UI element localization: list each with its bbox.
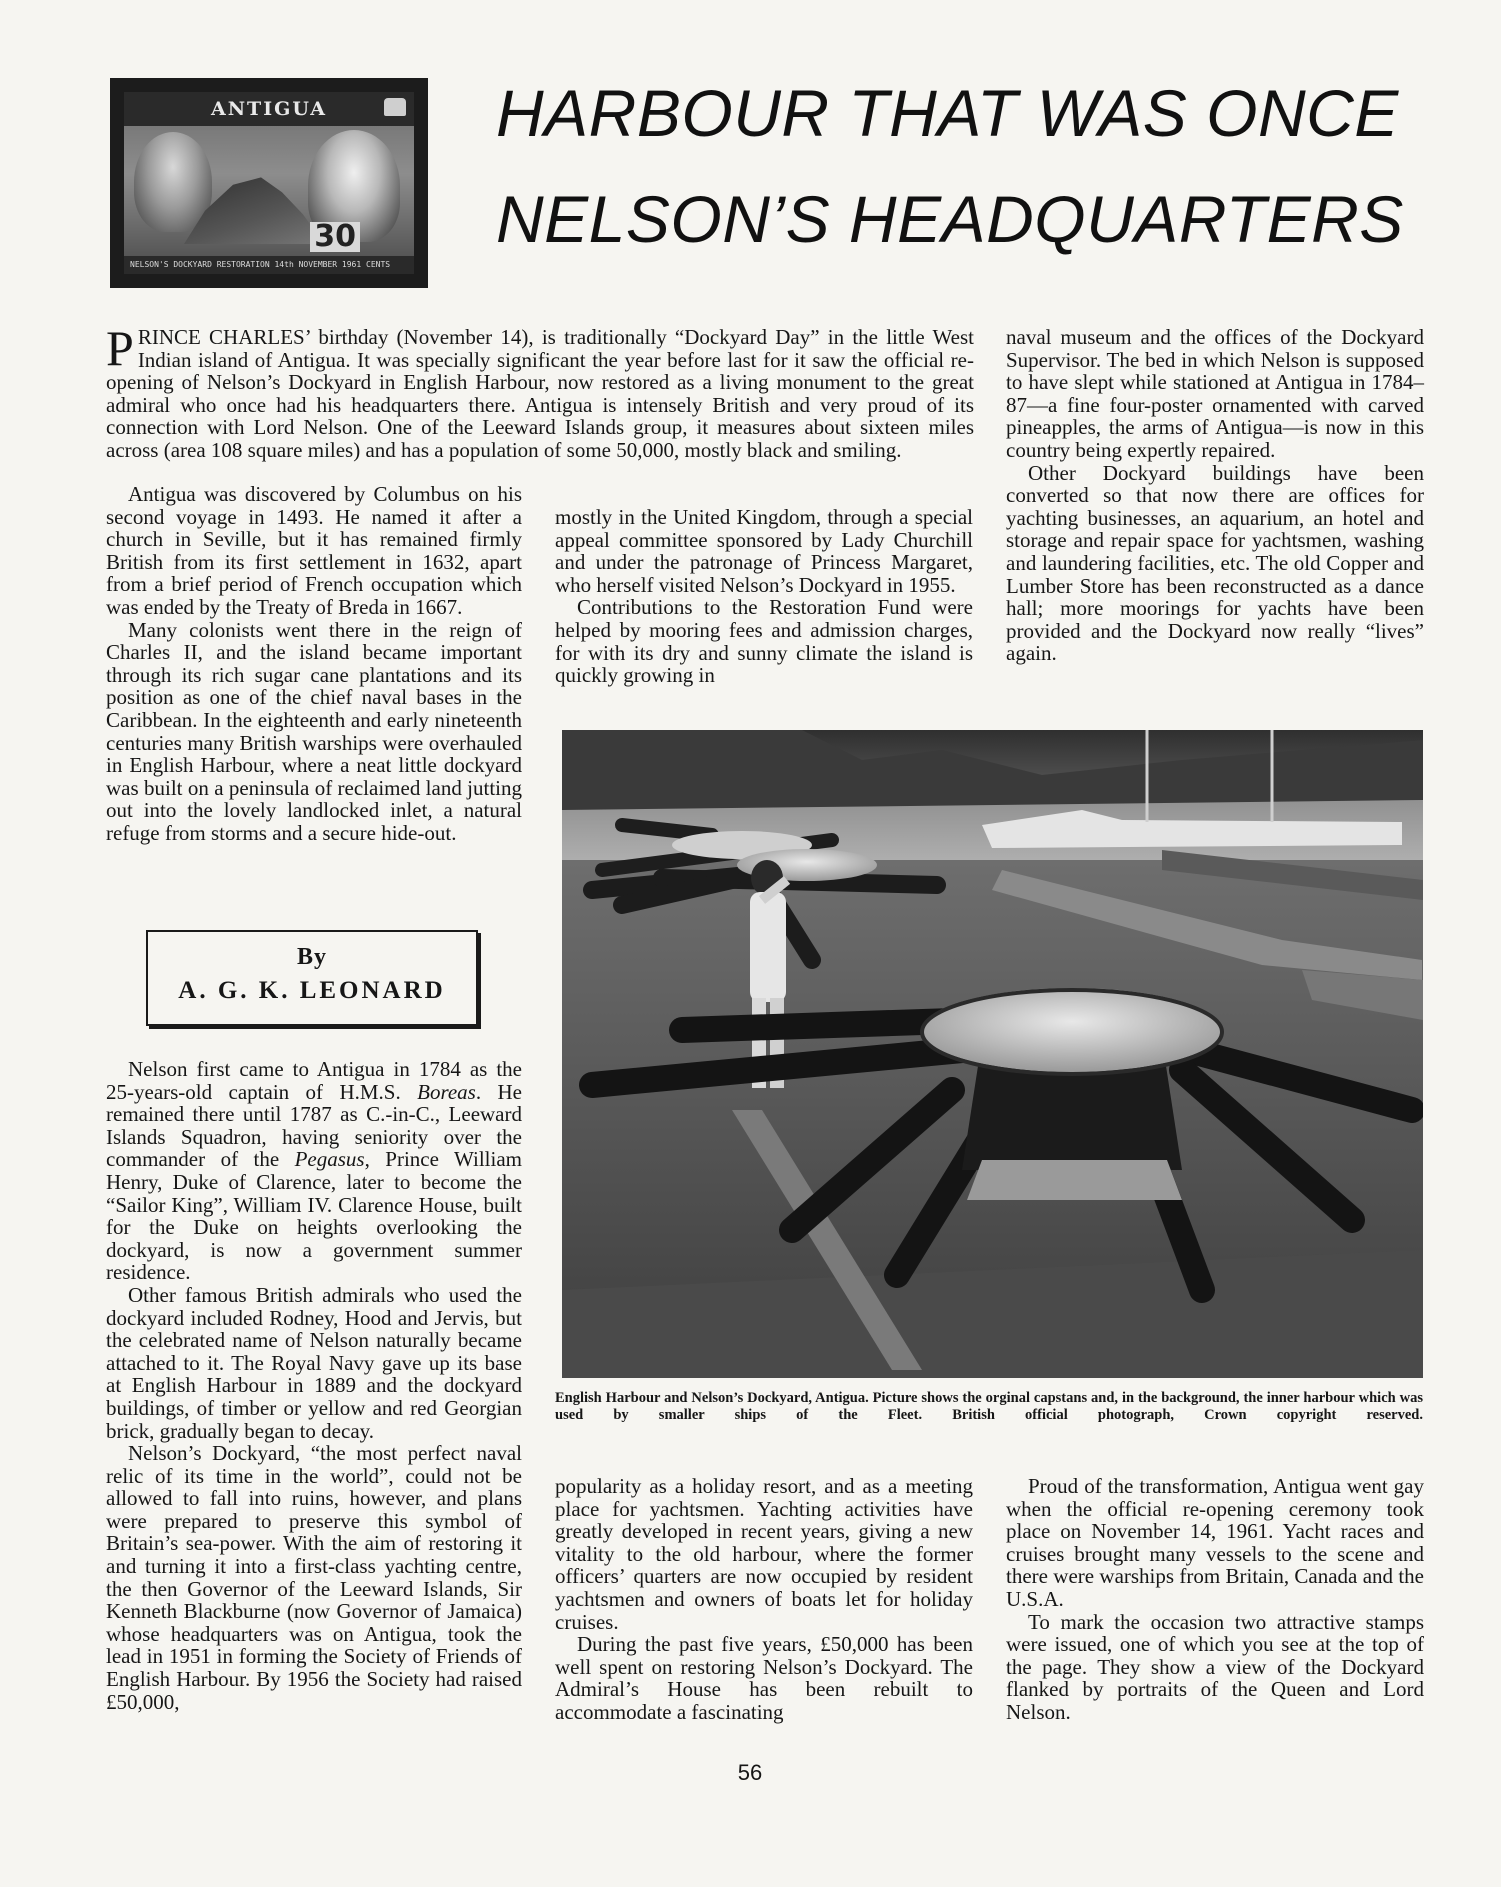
stamp-country: ANTIGUA (124, 92, 414, 126)
text-run: . He remained there until 1787 as C.-in-C., Leeward Islands Squadron, having seniority over the commander of the (106, 1079, 522, 1172)
paragraph: Many colonists went there in the reign of Charles II, and the island became important through its rich sugar cane plantations and its position as one of the chief naval bases in the Caribbean. In the eighteenth and early nineteenth centuries many British warships were overhauled in English Harbour, where a neat little dockyard was built on a peninsula of reclaimed land jutting out into the lovely landlocked inlet, a natural refuge from storms and a secure hide-out. (106, 617, 522, 845)
column-left-upper (106, 483, 522, 845)
stamp-inscription: NELSON'S DOCKYARD RESTORATION 14th NOVEMBER 1961 CENTS (124, 256, 414, 274)
nelson-portrait (134, 132, 212, 232)
byline-by: By (296, 944, 327, 970)
drop-cap: P (106, 320, 134, 376)
paragraph: mostly in the United Kingdom, through a special appeal committee sponsored by Lady Churchill and under the patronage of Princess Margaret, who herself visited Nelson’s Dockyard in 1955. (555, 505, 973, 597)
intro-text: RINCE CHARLES’ birthday (November 14), is traditionally “Dockyard Day” in the little West Indian island of Antigua. It was specially significant the year before last for it saw the official re-opening of Nelson’s Dockyard in English Harbour, now restored as a living monument to the great admiral who once had his headquarters there. Antigua is intensely British and very proud of its connection with Lord Nelson. One of the Leeward Islands group, it measures about sixteen miles across (area 108 square miles) and has a population of some 50,000, mostly black and smiling. (106, 325, 974, 462)
text-run: Nelson first came to Antigua in 1784 as the 25-years-old captain of H.M.S. (106, 1057, 522, 1104)
author-byline (146, 930, 478, 1026)
dockyard-photograph (562, 730, 1423, 1378)
intro-paragraph (106, 320, 974, 462)
column-middle-upper (555, 506, 973, 687)
crown-icon (384, 98, 406, 116)
ship-name: Pegasus (294, 1147, 365, 1172)
column-left-lower (106, 1058, 522, 1713)
photo-caption: English Harbour and Nelson’s Dockyard, Antigua. Picture shows the orginal capstans and, in the background, the inner harbour which was used by smaller ships of the Fleet. British official photograph, Crown copyright reserved. (555, 1390, 1423, 1423)
antigua-stamp-image (110, 78, 428, 288)
ship-name: Boreas (417, 1079, 476, 1104)
page-number: 56 (737, 1760, 763, 1785)
paragraph: To mark the occasion two attractive stamps were issued, one of which you see at the top of the page. They show a view of the Dockyard flanked by portraits of the Queen and Lord Nelson. (1006, 1609, 1424, 1724)
paragraph: Proud of the transformation, Antigua went gay when the official re-opening ceremony took place on November 14, 1961. Yacht races and cruises brought many vessels to the scene and there were warships from Britain, Canada and the U.S.A. (1006, 1474, 1424, 1611)
column-right-upper (1006, 326, 1424, 665)
headline-line-1: HARBOUR THAT WAS ONCE (496, 76, 1399, 150)
column-middle-lower (555, 1475, 973, 1724)
byline-author: A. G. K. LEONARD (178, 977, 446, 1004)
article-headline (496, 60, 1476, 272)
paragraph: Other Dockyard buildings have been converted so that now there are offices for yachting businesses, an aquarium, an hotel and storage and repair space for yachtsmen, washing and laundering facilities, etc. The old Copper and Lumber Store has been reconstructed as a dance hall; more moorings for yachts have been provided and the Dockyard now really “lives” again. (1006, 460, 1424, 666)
capstans-photo-illustration (562, 730, 1423, 1378)
headline-line-2: NELSON’S HEADQUARTERS (496, 182, 1404, 256)
paragraph: During the past five years, £50,000 has been well spent on restoring Nelson’s Dockyard. The Admiral’s House has been rebuilt to accommodate a fascinating (555, 1632, 973, 1724)
column-right-lower (1006, 1475, 1424, 1724)
paragraph: popularity as a holiday resort, and as a meeting place for yachtsmen. Yachting activities have greatly developed in recent years, giving a new vitality to the old harbour, where the former officers’ quarters are now occupied by resident yachtsmen and owners of boats let for holiday cruises. (555, 1474, 973, 1634)
text-run: , Prince William Henry, Duke of Clarence, later to become the “Sailor King”, William IV. Clarence House, built for the Duke on heights overlooking the dockyard, is now a government summer residence. (106, 1147, 522, 1285)
paragraph: Contributions to the Restoration Fund were helped by mooring fees and admission charges, for with its dry and sunny climate the island is quickly growing in (555, 595, 973, 688)
stamp-artwork (124, 92, 414, 274)
paragraph: Antigua was discovered by Columbus on his second voyage in 1493. He named it after a church in Seville, but it has remained firmly British from its first settlement in 1632, apart from a brief period of French occupation which was ended by the Treaty of Breda in 1667. (106, 482, 522, 619)
paragraph: Nelson’s Dockyard, “the most perfect naval relic of its time in the world”, could not be allowed to fall into ruins, however, and plans were prepared to preserve this symbol of Britain’s sea-power. With the aim of restoring it and turning it into a first-class yachting centre, the then Governor of the Leeward Islands, Sir Kenneth Blackburne (now Governor of Jamaica) whose headquarters was on Antigua, took the lead in 1951 in forming the Society of Friends of English Harbour. By 1956 the Society had raised £50,000, (106, 1441, 522, 1714)
stamp-value: 30 (310, 222, 360, 252)
paragraph (106, 1058, 522, 1284)
paragraph: Other famous British admirals who used the dockyard included Rodney, Hood and Jervis, but the celebrated name of Nelson naturally became attached to it. The Royal Navy gave up its base at English Harbour in 1889 and the dockyard buildings, of timber or yellow and red Georgian brick, gradually began to decay. (106, 1282, 522, 1443)
paragraph: naval museum and the offices of the Dockyard Supervisor. The bed in which Nelson is supposed to have slept while stationed at Antigua in 1784–87—a fine four-poster ornamented with carved pineapples, the arms of Antigua—is now in this country being expertly repaired. (1006, 325, 1424, 462)
